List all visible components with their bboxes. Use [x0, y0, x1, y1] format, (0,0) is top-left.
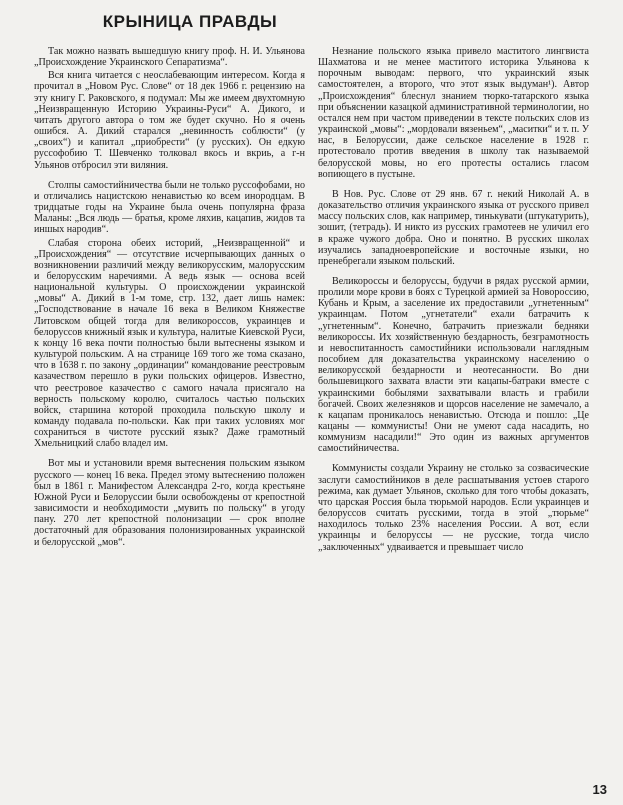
page-title: КРЫНИЦА ПРАВДЫ: [102, 12, 278, 31]
paragraph: Незнание польского языка привело маститого лингвиста Шахматова и не менее маститого историка Ульянова к порочным выводам: первого, что украинский язык самостоятелен, а второго, что этот язык выдуман¹). Автор „Происхождения“ блеснул знанием тюрко-татарского языка при объяснении казацкой административной терминологии, но остался нем при частом приведении в тексте польских слов из украинской „мовы“: „мордовали вязеньем“, „маситки“ и т. п. У нас, в Белоруссии, даже сельское население в 1928 г. протестовало против введения в школу так называемой белорусской мовы, но его протесты остались гласом вопиющего в пустыне.: [318, 46, 589, 180]
paragraph: В Нов. Рус. Слове от 29 янв. 67 г. некий Николай А. в доказательство отличия украинского языка от русского привел массу польских слов, как например, тинькувати (штукатурить), зошит, (тетрадь). И никто из русских грамотеев не уличил его в краже чужого добра. Оно и понятно. В русских школах изучались западноевропейские и восточные языки, но пренебрегали языком польский.: [318, 188, 589, 267]
paragraph: Слабая сторона обеих историй, „Неизвращенной“ и „Происхождения“ — отсутствие исчерпывающих данных о возникновении различий между великорусским, малорусским и белорусским наречиями. А ведь язык — основа всей национальной культуры. О происхождении украинской „мовы“ А. Дикий в 1-м томе, стр. 132, дает лишь намек: „Господствование в начале 16 века в Великом Княжестве Литовском общей тогда для великороссов, украинцев и белоруссов книжный язык и культура, налитые Киевской Руси, к концу 16 века почти полностью были вытеснены языком и культурой польским. А на странице 169 того же тома сказано, что в 1638 г. по закону „ординации“ командование реестровым казачеством перешло в руки польских офицеров. Известно, что реестровое казачество с самого начала присягало на верность польскому королю, считалось частью польских войск, старшина которой проходила польскую школу и команду подавала по-польски. Как при таких условиях мог сохраниться в чистоте русский язык? Даже грамотный Хмельницкий слабо владел им.: [34, 237, 305, 450]
page-number: 13: [592, 782, 607, 797]
paragraph: Вот мы и установили время вытеснения польским языком русского — конец 16 века. Предел этому вытеснению положен был в 1861 г. Манифестом Александра 2-го, когда крестьяне Южной Руси и Белоруссии были освобождены от крепостной зависимости и необходимости „мувить по польску“ в угоду пану. 270 лет крепостной полонизации — срок вполне достаточный для образования полонизированных украинской и белорусской „мов“.: [34, 458, 305, 548]
paragraph: Вся книга читается с неослабевающим интересом. Когда я прочитал в „Новом Рус. Слове“ от 18 дек 1966 г. рецензию на эту книгу Г. Раковского, я подумал: Мы же имеем двухтомную „Неизвращенную Историю Украины-Руси“ А. Дикого, и читать другого автора о том же будет скучно. Но я очень ошибся. А. Дикий старался „невинность соблюсти“ (у „своих“) и капитал „приобрести“ (у русских). Он едкую руссофобию Т. Шевченко толковал вкось и вкриь, а г-н Ульянов отбросил эти виляния.: [34, 70, 305, 171]
paragraph: Великороссы и белоруссы, будучи в рядах русской армии, пролили море крови в боях с Турецкой армией за Новороссию, Кубань и Крым, а заселение их предоставили „угнетенным“ украинцам. Потом „угнетатели“ ехали батрачить к „угнетенным“. Конечно, батрачить приезжали бедняки великороссы. Их хозяйственную бездарность, безграмотность и невоспитанность самостийники использовали наглядным пособием для доказательства украинскому населению о великорусской бездарности и неотесанности. Во дни большевицкого захвата власти эти кацапы-батраки вместе с украинскими бобылями захватывали власть и грабили богачей. Своих железняков и щорсов население не замечало, а к кацапам проникалось ненавистью. Отсюда и пошло: „Це кацаны — коммунисты! Они не умеют сада насадить, но коммунизм насадили!“ Это один из важных аргументов самостийничества.: [318, 275, 589, 455]
paragraph: Коммунисты создали Украину не столько за созвасические заслуги самостийников в деле расшатывания устоев старого режима, как думает Ульянов, сколько для того чтобы доказать, что царская Россия была тюрьмой народов. Если украинцев и белоруссов считать русскими, тогда в этой „тюрьме“ находилось только 23% населения России. А вот, если украинцы и белоруссы — не русские, тогда число „заключенных“ удваивается и превышает число: [318, 463, 589, 553]
left-column: [34, 46, 305, 791]
paragraph: Так можно назвать вышедшую книгу проф. Н. И. Ульянова „Происхождение Украинского Сепаратизма“.: [34, 46, 305, 69]
right-column: [318, 46, 589, 791]
paragraph: Столпы самостийничества были не только руссофобами, но и отличались нацистскою ненавистью ко всем инородцам. В тридцатые годы на Украине была очень популярна фраза Маланы: „Вся людь — братья, кроме ляхив, кацапив, жидов та иншых народив“.: [34, 179, 305, 236]
